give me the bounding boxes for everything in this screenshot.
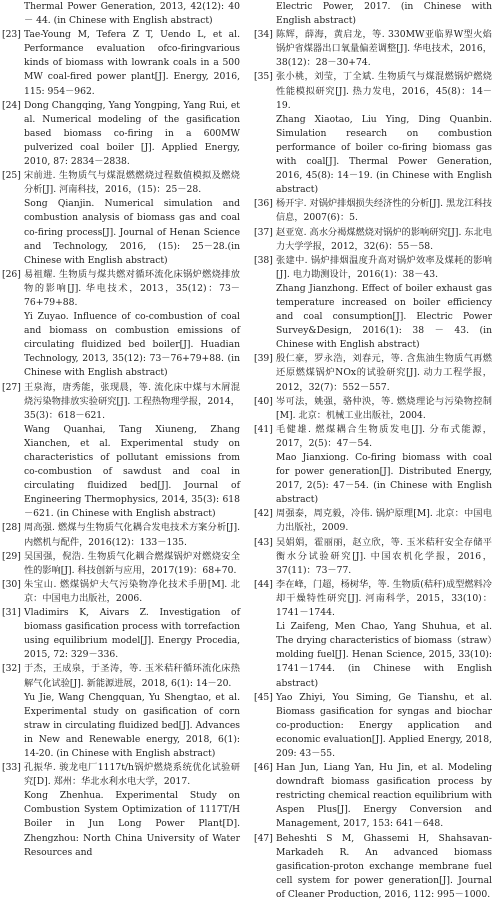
reference-number: [29] (2, 550, 21, 562)
reference-text: 吴国强，倪浩. 生物质气化耦合燃煤锅炉对燃烧安全性的影响[J]. 科技创新与应用，2017(19)：68+70. (24, 550, 240, 576)
reference-number: [38] (254, 254, 273, 266)
reference-text: 杨开宇. 对锅炉排烟损失经济性的分析[J]. 黑龙江科技信息，2007(6)：5. (276, 198, 492, 224)
reference-number (2, 691, 24, 761)
reference-entry (2, 550, 240, 578)
reference-text: 赵亚宽. 高水分褐煤燃烧对锅炉的影响研究[J]. 东北电力大学学报，2012，32(6)：55－58. (276, 226, 492, 252)
reference-entry (254, 197, 492, 225)
reference-text: 吴娟娟，霍丽丽，赵立欣，等. 玉米秸秆安全存储平衡水分试验研究[J]. 中国农机化学报，2016，37(11)：73－77. (276, 536, 492, 576)
reference-text: 于杰，王成泉，于圣涛，等. 玉米秸秆循环流化床热解气化试验[J]. 新能源进展，2018, 6(1): 14－20. (24, 663, 240, 689)
reference-number: [33] (2, 762, 21, 774)
reference-text: Vladimirs K, Aivars Z. Investigation of biomass gasification process with torrefaction using equilibrium model[J]. Energy Procedia, 2015, 72: 329－336. (24, 607, 240, 661)
reference-entry (2, 662, 240, 690)
reference-translation (254, 282, 492, 352)
reference-entry (2, 606, 240, 662)
reference-number: [23] (2, 29, 21, 41)
reference-translation (254, 113, 492, 198)
reference-entry (2, 28, 240, 98)
reference-entry (254, 254, 492, 282)
reference-text: 殷仁豪，罗永浩，刘春元，等. 含焦油生物质气再燃还原燃煤锅炉NOx的试验研究[J]. 动力工程学报，2012，32(7)：552－557. (276, 353, 492, 393)
reference-text: Yao Zhiyi, You Siming, Ge Tianshu, et al. Biomass gasification for syngas and biochar co-production: Energy application and economic evaluation[J]. Applied Energy, 2018, 209: 43－55. (276, 691, 492, 759)
reference-number: [34] (254, 29, 273, 41)
reference-number: [31] (2, 607, 21, 619)
reference-number: [30] (2, 578, 21, 590)
reference-number: [42] (254, 508, 273, 520)
reference-number: [35] (254, 71, 273, 83)
reference-translation (254, 620, 492, 690)
reference-text: Yi Zuyao. Influence of co-combustion of coal and biomass on combustion emissions of circulating fluidized bed boiler[J]. Huadian Technology, 2013, 35(12): 73－76+79+88. (in Chinese with English abstract) (24, 311, 240, 379)
reference-text: Li Zaifeng, Men Chao, Yang Shuhua, et al. The drying characteristics of biomass（straw）molding fuel[J]. Henan Science, 2015, 33(10): 1741－1744. (in Chinese with English abstract) (276, 621, 492, 689)
reference-text: Han Jun, Liang Yan, Hu Jin, et al. Modeling downdraft biomass gasification process by restricting chemical reaction equilibrium with Aspen Plus[J]. Energy Conversion and Management, 2017, 153: 641－648. (276, 762, 492, 830)
reference-number: [45] (254, 691, 273, 703)
reference-number: [47] (254, 832, 273, 844)
reference-entry (2, 169, 240, 197)
reference-text: Beheshti S M, Ghassemi H, Shahsavan-Markadeh R. An advanced biomass gasification-proton exchange membrane fuel cell system for power generation[J]. Journal of Cleaner Production, 2016, 112: 995－1000. (276, 832, 492, 900)
reference-entry (254, 352, 492, 394)
reference-text: Thermal Power Generation, 2013, 42(12): 40 － 44. (in Chinese with English abstract) (24, 1, 240, 27)
reference-number: [37] (254, 226, 273, 238)
reference-entry (254, 578, 492, 620)
reference-translation (254, 451, 492, 507)
reference-number (2, 423, 24, 522)
reference-text: 易祖耀. 生物质与煤共燃对循环流化床锅炉燃烧排放物的影响[J]. 华电技术，2013，35(12)：73－76+79+88. (24, 268, 240, 308)
reference-entry (254, 832, 492, 902)
reference-entry (254, 70, 492, 112)
reference-entry (254, 226, 492, 254)
reference-number (254, 451, 276, 507)
reference-text: 朱宝山. 燃煤锅炉大气污染物净化技术手册[M]. 北京：中国电力出版社，2006. (24, 578, 240, 604)
reference-number: [26] (2, 268, 21, 280)
reference-text: 周高强. 燃煤与生物质气化耦合发电技术方案分析[J]. 内燃机与配件，2016(12)：133－135. (24, 522, 240, 548)
reference-number: [41] (254, 423, 273, 435)
reference-text: 张小桃，刘莹，丁全斌. 生物质气与煤混燃锅炉燃烧性能模拟研究[J]. 热力发电，2016，45(8)：14－19. (276, 71, 492, 111)
reference-translation (2, 0, 240, 28)
reference-text: 宋前进. 生物质气与煤混燃燃烧过程数值模拟及燃烧分析[J]. 河南科技，2016，(15)：25－28. (24, 170, 240, 196)
reference-text: Dong Changqing, Yang Yongping, Yang Rui, et al. Numerical modeling of the gasification based biomass co-firing in a 600MW pulverized coal boiler [J]. Applied Energy, 2010, 87: 2834－2838. (24, 99, 240, 168)
reference-text: Kong Zhenhua. Experimental Study on Combustion System Optimization of 1117T/H Boiler in Jun Long Power Plant[D]. Zhengzhou: North China University of Water Resources and (24, 790, 240, 858)
reference-text: Song Qianjin. Numerical simulation and combustion analysis of biomass gas and coal co-firing process[J]. Journal of Henan Science and Technology, 2016, (15): 25－28.(in Chinese with English abstract) (24, 198, 240, 266)
reference-text: 岑可法，姚强，骆仲泱，等. 燃烧理论与污染物控制[M]. 北京：机械工业出版社，2004. (276, 395, 492, 421)
reference-entry (2, 761, 240, 789)
reference-number: [24] (2, 99, 21, 111)
reference-entry (2, 381, 240, 423)
reference-number: [36] (254, 198, 273, 210)
reference-number (254, 0, 276, 28)
reference-entry (2, 578, 240, 606)
reference-number: [43] (254, 536, 273, 548)
left-reference-column (2, 0, 240, 858)
reference-number: [25] (2, 170, 21, 182)
reference-translation (2, 197, 240, 267)
reference-number: [46] (254, 762, 273, 774)
reference-text: Zhang Jianzhong. Effect of boiler exhaust gas temperature increased on boiler efficiency and coal consumption[J]. Electric Power Survey&Design, 2016(1): 38 － 43. (in Chinese with English abstract) (276, 282, 492, 351)
reference-number: [40] (254, 395, 273, 407)
reference-translation (254, 0, 492, 28)
reference-text: Electric Power, 2017. (in Chinese with English abstract) (276, 1, 492, 27)
reference-text: Tae-Young M, Tefera Z T, Uendo L, et al. Performance evaluation ofco-firingvarious kinds of biomass with lowrank coals in a 500 MW coal-fired power plant[J]. Energy, 2016, 115: 954－962. (24, 29, 240, 97)
reference-text: 毛健雄. 燃煤耦合生物质发电[J]. 分布式能源，2017，2(5)：47－54. (276, 423, 492, 449)
reference-entry (254, 761, 492, 831)
reference-entry (254, 28, 492, 70)
reference-entry (254, 691, 492, 761)
reference-text: 张建中. 锅炉排烟温度升高对锅炉效率及煤耗的影响[J]. 电力勘测设计，2016(1)：38－43. (276, 254, 492, 280)
reference-number: [27] (2, 381, 21, 393)
reference-entry (2, 268, 240, 310)
reference-text: 孔振华. 骏龙电厂1117t/h锅炉燃烧系统优化试验研究[D]. 郑州：华北水利水电大学，2017. (24, 762, 240, 788)
reference-number: [28] (2, 522, 21, 534)
reference-text: 陈辉，薛海，黄启龙，等. 330MW亚临界W型火焰锅炉省煤器出口氧量偏差调整[J]. 华电技术，2016，38(12)：28－30+74. (276, 29, 492, 69)
reference-number: [39] (254, 353, 273, 365)
reference-entry (2, 99, 240, 169)
reference-translation (2, 310, 240, 380)
reference-text: 周强泰，周克毅，冷伟. 锅炉原理[M]. 北京：中国电力出版社，2009. (276, 508, 492, 534)
reference-number (2, 310, 24, 380)
reference-translation (2, 423, 240, 522)
reference-text: 王泉海，唐秀能，张现晨，等. 流化床中煤与木屑混烧污染物排放实验研究[J]. 工程热物理学报，2014，35(3)：618－621. (24, 381, 240, 421)
reference-entry (254, 395, 492, 423)
reference-entry (254, 423, 492, 451)
reference-number (2, 0, 24, 28)
reference-number: [44] (254, 578, 273, 590)
reference-number (2, 197, 24, 267)
reference-text: Mao Jianxiong. Co-firing biomass with coal for power generation[J]. Distributed Energy, 2017, 2(5): 47－54. (in Chinese with English abstract) (276, 452, 492, 506)
reference-entry (254, 536, 492, 578)
reference-text: 李在峰，门超，杨树华，等. 生物质(秸秆)成型燃料冷却干燥特性研究[J]. 河南科学，2015，33(10)：1741－1744. (276, 578, 492, 619)
reference-number (254, 282, 276, 352)
reference-number (254, 113, 276, 198)
reference-translation (2, 789, 240, 859)
right-reference-column (254, 0, 492, 900)
reference-entry (2, 521, 240, 549)
reference-text: Yu Jie, Wang Chengquan, Yu Shengtao, et al. Experimental study on gasification of corn straw in circulating fluidized bed[J]. Advances in New and Renewable energy, 2018, 6(1): 14-20. (in Chinese with English abstract) (24, 691, 240, 759)
reference-translation (2, 691, 240, 761)
reference-entry (254, 507, 492, 535)
reference-number (2, 789, 24, 859)
reference-number (254, 620, 276, 690)
reference-text: Zhang Xiaotao, Liu Ying, Ding Quanbin. Simulation research on combustion performance of boiler co-firing biomass gas with coal[J]. Thermal Power Generation, 2016, 45(8): 14－19. (in Chinese with English abstract) (276, 113, 492, 196)
reference-number: [32] (2, 663, 21, 675)
reference-text: Wang Quanhai, Tang Xiuneng, Zhang Xianchen, et al. Experimental study on characteristics of pollutant emissions from co-combustion of sawdust and coal in circulating fluidized bed[J]. Journal of Engineering Thermophysics, 2014, 35(3): 618－621. (in Chinese with English abstract) (24, 423, 240, 520)
